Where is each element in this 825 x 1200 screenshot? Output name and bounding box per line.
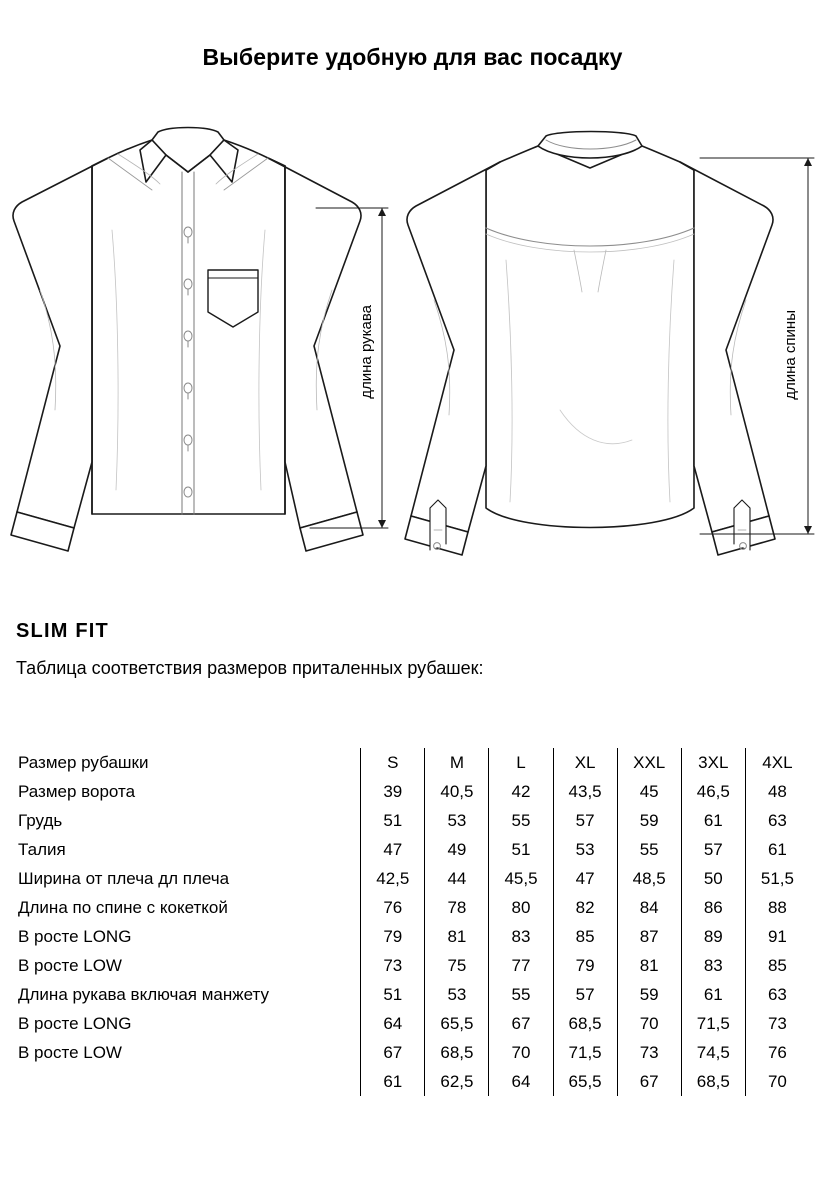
cell-value: 76 [361,893,425,922]
cell-value: 65,5 [425,1009,489,1038]
cell-value: 57 [681,835,745,864]
cell-value: 50 [681,864,745,893]
size-column-xl: XL [553,748,617,777]
table-header-row [16,748,809,777]
cell-value: 85 [553,922,617,951]
cell-value: 55 [489,806,553,835]
size-table-body [16,777,809,1096]
sleeve-length-label: длина рукава [358,305,375,399]
cell-value: 62,5 [425,1067,489,1096]
cell-value: 83 [681,951,745,980]
cell-value: 89 [681,922,745,951]
cell-value: 70 [745,1067,809,1096]
row-label: В росте LONG [18,926,132,946]
cell-value: 82 [553,893,617,922]
table-row [16,1038,809,1067]
row-label: В росте LOW [18,955,122,975]
cell-value: 40,5 [425,777,489,806]
cell-value: 55 [489,980,553,1009]
size-table-head [16,748,809,777]
size-column-xxl: XXL [617,748,681,777]
cell-value: 47 [361,835,425,864]
fit-name: SLIM FIT [16,620,109,642]
row-label: Длина рукава включая манжету [18,984,270,1004]
row-label: В росте LOW [18,1042,122,1062]
table-row [16,864,809,893]
cell-value: 88 [745,893,809,922]
size-column-4xl: 4XL [745,748,809,777]
cell-value: 48 [745,777,809,806]
row-label: Грудь [18,810,63,830]
row-label: В росте LONG [18,1013,132,1033]
row-label: Талия [18,839,66,859]
cell-value: 39 [361,777,425,806]
cell-value: 53 [425,980,489,1009]
cell-value: 71,5 [681,1009,745,1038]
cell-value: 53 [553,835,617,864]
shirt-illustrations [0,110,825,570]
front-shirt-diagram [11,128,363,552]
cell-value: 61 [361,1067,425,1096]
size-table-wrapper [16,748,809,1096]
table-row [16,835,809,864]
cell-value: 67 [361,1038,425,1067]
cell-value: 45,5 [489,864,553,893]
cell-value: 61 [681,806,745,835]
cell-value: 51,5 [745,864,809,893]
row-label: Ширина от плеча дл плеча [18,868,230,888]
table-row [16,1009,809,1038]
back-length-label: длина спины [782,310,799,400]
cell-value: 57 [553,806,617,835]
cell-value: 73 [361,951,425,980]
cell-value: 42 [489,777,553,806]
cell-value: 51 [489,835,553,864]
table-row [16,893,809,922]
cell-value: 81 [425,922,489,951]
cell-value: 65,5 [553,1067,617,1096]
cell-value: 68,5 [553,1009,617,1038]
row-label: Размер ворота [18,781,136,801]
page-title: Выберите удобную для вас посадку [202,44,623,70]
cell-value: 80 [489,893,553,922]
row-label: Длина по спине с кокеткой [18,897,228,917]
cell-value: 87 [617,922,681,951]
cell-value: 86 [681,893,745,922]
cell-value: 59 [617,806,681,835]
cell-value: 85 [745,951,809,980]
cell-value: 63 [745,806,809,835]
table-row [16,951,809,980]
cell-value: 48,5 [617,864,681,893]
cell-value: 43,5 [553,777,617,806]
cell-value: 67 [489,1009,553,1038]
size-column-m: M [425,748,489,777]
cell-value: 79 [553,951,617,980]
cell-value: 61 [745,835,809,864]
size-column-s: S [361,748,425,777]
cell-value: 46,5 [681,777,745,806]
cell-value: 61 [681,980,745,1009]
cell-value: 55 [617,835,681,864]
cell-value: 78 [425,893,489,922]
cell-value: 67 [617,1067,681,1096]
back-shirt-diagram [405,132,775,556]
cell-value: 47 [553,864,617,893]
cell-value: 70 [489,1038,553,1067]
cell-value: 49 [425,835,489,864]
cell-value: 73 [745,1009,809,1038]
cell-value: 83 [489,922,553,951]
cell-value: 68,5 [425,1038,489,1067]
cell-value: 70 [617,1009,681,1038]
size-column-l: L [489,748,553,777]
cell-value: 73 [617,1038,681,1067]
cell-value: 51 [361,980,425,1009]
cell-value: 71,5 [553,1038,617,1067]
cell-value: 63 [745,980,809,1009]
cell-value: 84 [617,893,681,922]
cell-value: 77 [489,951,553,980]
cell-value: 57 [553,980,617,1009]
cell-value: 64 [361,1009,425,1038]
table-row [16,980,809,1009]
table-row [16,806,809,835]
table-row [16,777,809,806]
row-label [16,1067,361,1096]
table-header-label: Размер рубашки [18,752,149,772]
cell-value: 59 [617,980,681,1009]
cell-value: 76 [745,1038,809,1067]
cell-value: 45 [617,777,681,806]
cell-value: 44 [425,864,489,893]
cell-value: 68,5 [681,1067,745,1096]
cell-value: 79 [361,922,425,951]
cell-value: 42,5 [361,864,425,893]
size-column-3xl: 3XL [681,748,745,777]
cell-value: 74,5 [681,1038,745,1067]
table-row [16,922,809,951]
cell-value: 91 [745,922,809,951]
cell-value: 53 [425,806,489,835]
fit-subtitle: Таблица соответствия размеров приталенных рубашек: [16,658,484,678]
table-row [16,1067,809,1096]
cell-value: 75 [425,951,489,980]
cell-value: 51 [361,806,425,835]
cell-value: 81 [617,951,681,980]
size-table [16,748,809,1096]
cell-value: 64 [489,1067,553,1096]
